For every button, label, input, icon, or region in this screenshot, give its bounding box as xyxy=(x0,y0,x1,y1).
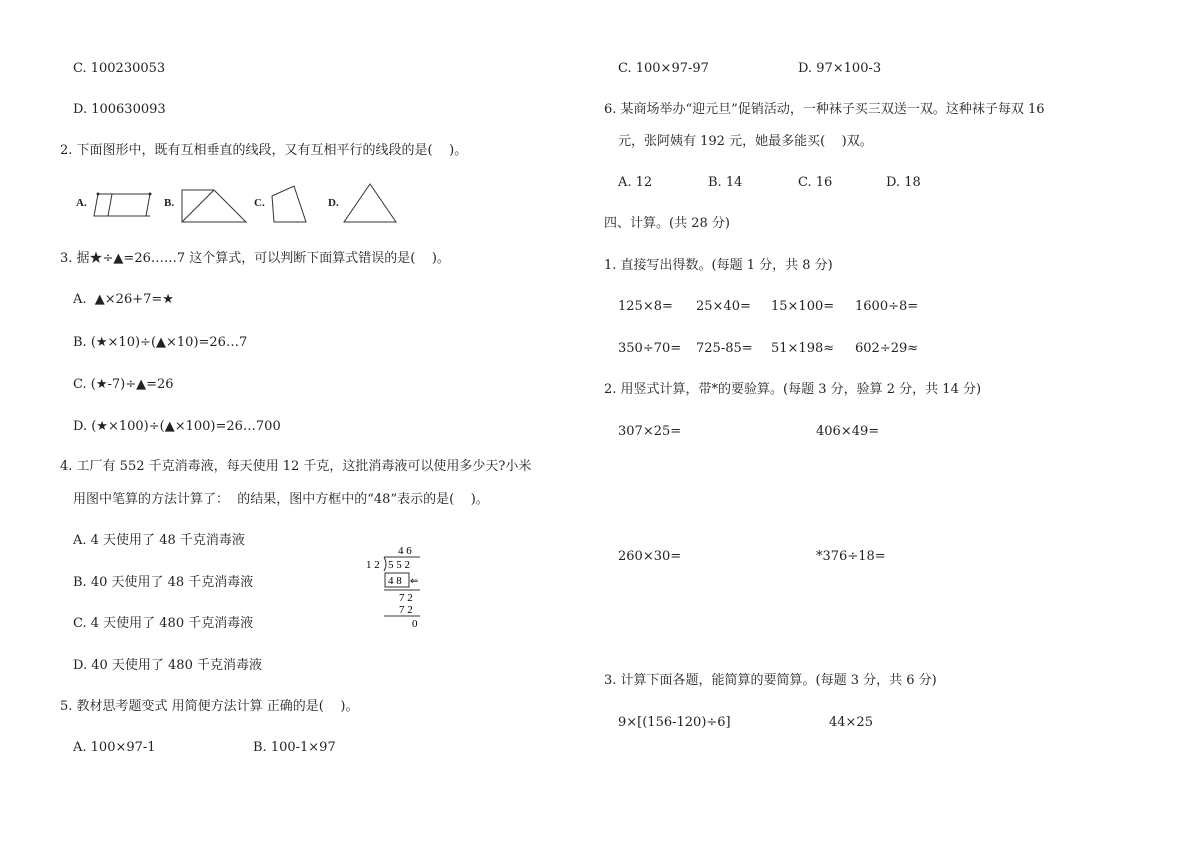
q2-figure-c-label: C. xyxy=(254,197,265,209)
option-q6-d: D. 18 xyxy=(886,175,921,190)
section-4-heading: 四、计算。(共 28 分) xyxy=(604,216,730,231)
division-boxed-value: 4 8 xyxy=(388,575,402,587)
question-6-stem-line2: 元，张阿姨有 192 元，她最多能买( )双。 xyxy=(618,134,873,149)
option-q5-c: C. 100×97-97 xyxy=(618,61,709,76)
q2-figure-d-triangle xyxy=(342,182,398,224)
long-division-figure xyxy=(362,542,434,630)
oral-calc-item: 51×198≈ xyxy=(771,341,835,356)
question-4-stem-line2: 用图中笔算的方法计算了： 的结果，图中方框中的“48”表示的是( )。 xyxy=(73,492,489,507)
oral-calc-item: 350÷70= xyxy=(618,341,682,356)
option-q5-b: B. 100-1×97 xyxy=(253,740,336,755)
option-q1-d: D. 100630093 xyxy=(73,102,166,117)
option-q4-b: B. 40 天使用了 48 千克消毒液 xyxy=(73,575,254,590)
vertical-calc-item: 307×25= xyxy=(618,424,682,439)
part-2-stem: 2. 用竖式计算，带*的要验算。(每题 3 分，验算 2 分，共 14 分) xyxy=(604,382,982,397)
division-divisor: 1 2 xyxy=(366,559,380,571)
question-3-stem: 3. 据★÷▲=26……7 这个算式，可以判断下面算式错误的是( )。 xyxy=(60,251,450,266)
option-q4-d: D. 40 天使用了 480 千克消毒液 xyxy=(73,658,262,673)
vertical-calc-item: *376÷18= xyxy=(816,549,886,564)
oral-calc-item: 1600÷8= xyxy=(855,299,919,314)
division-line3: 7 2 xyxy=(399,592,413,604)
part-1-stem: 1. 直接写出得数。(每题 1 分，共 8 分) xyxy=(604,258,833,273)
q2-figure-c-quadrilateral xyxy=(268,184,312,224)
oral-calc-item: 15×100= xyxy=(771,299,835,314)
q2-figure-b-label: B. xyxy=(164,197,175,209)
option-q1-c: C. 100230053 xyxy=(73,61,166,76)
part-3-stem: 3. 计算下面各题，能简算的要简算。(每题 3 分，共 6 分) xyxy=(604,673,937,688)
question-2-stem: 2. 下面图形中，既有互相垂直的线段，又有互相平行的线段的是( )。 xyxy=(60,143,468,158)
q2-figure-a-label: A. xyxy=(76,197,87,209)
oral-calc-item: 125×8= xyxy=(618,299,673,314)
oral-calc-item: 602÷29≈ xyxy=(855,341,919,356)
option-q3-c: C. (★-7)÷▲=26 xyxy=(73,377,174,392)
option-q6-a: A. 12 xyxy=(618,175,653,190)
vertical-calc-item: 406×49= xyxy=(816,424,880,439)
question-4-stem-line1: 4. 工厂有 552 千克消毒液，每天使用 12 千克，这批消毒液可以使用多少天?小米 xyxy=(60,459,532,474)
option-q5-d: D. 97×100-3 xyxy=(798,61,882,76)
option-q4-a: A. 4 天使用了 48 千克消毒液 xyxy=(73,533,245,548)
option-q3-d: D. (★×100)÷(▲×100)=26…700 xyxy=(73,419,281,434)
option-q6-c: C. 16 xyxy=(798,175,833,190)
option-q4-c: C. 4 天使用了 480 千克消毒液 xyxy=(73,616,254,631)
simplify-calc-item: 44×25 xyxy=(829,715,873,730)
option-q6-b: B. 14 xyxy=(708,175,743,190)
option-q5-a: A. 100×97-1 xyxy=(73,740,156,755)
question-5-stem: 5. 教材思考题变式 用简便方法计算 正确的是( )。 xyxy=(60,699,359,714)
q2-figures xyxy=(72,182,402,226)
q2-figure-a-parallelogram xyxy=(92,186,152,220)
oral-calc-item: 725-85= xyxy=(696,341,753,356)
q2-figure-d-label: D. xyxy=(328,197,339,209)
division-quotient: 4 6 xyxy=(398,545,412,557)
vertical-calc-item: 260×30= xyxy=(618,549,682,564)
option-q3-a: A. ▲×26+7=★ xyxy=(73,292,174,307)
option-q3-b: B. (★×10)÷(▲×10)=26…7 xyxy=(73,335,248,350)
division-remainder: 0 xyxy=(412,618,418,630)
simplify-calc-item: 9×[(156-120)÷6] xyxy=(618,715,731,730)
q2-figure-b-triangle xyxy=(178,186,250,224)
division-line4: 7 2 xyxy=(399,604,413,616)
oral-calc-item: 25×40= xyxy=(696,299,751,314)
division-arrow: ⇐ xyxy=(410,576,419,587)
question-6-stem-line1: 6. 某商场举办“迎元旦”促销活动，一种袜子买三双送一双。这种袜子每双 16 xyxy=(604,102,1045,117)
division-dividend: 5 5 2 xyxy=(388,559,410,571)
